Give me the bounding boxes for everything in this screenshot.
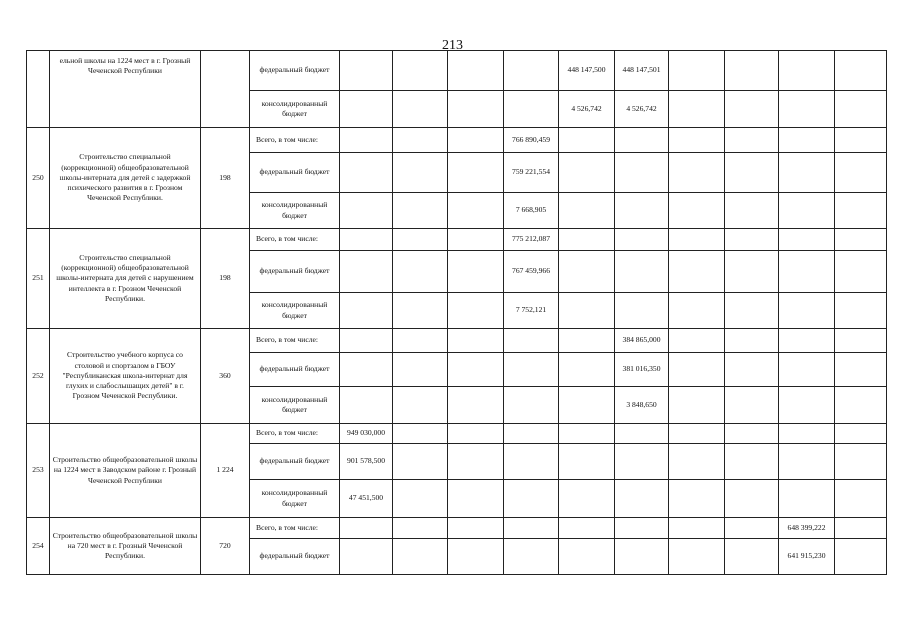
amount-cell — [725, 387, 779, 424]
amount-cell — [504, 329, 559, 353]
amount-cell — [559, 153, 615, 193]
amount-cell — [725, 329, 779, 353]
amount-cell — [615, 424, 669, 444]
amount-cell — [448, 480, 504, 518]
amount-cell — [448, 353, 504, 387]
amount-cell: 7 752,121 — [504, 293, 559, 329]
amount-cell — [393, 193, 448, 229]
page-number: 213 — [442, 38, 463, 53]
amount-cell — [725, 480, 779, 518]
amount-cell — [504, 387, 559, 424]
amount-cell — [340, 153, 393, 193]
amount-cell — [835, 251, 887, 293]
amount-cell — [340, 387, 393, 424]
table-row — [27, 518, 887, 539]
amount-cell: 767 459,966 — [504, 251, 559, 293]
funding-source: федеральный бюджет — [250, 51, 340, 91]
object-number: 252 — [27, 329, 50, 424]
budget-table — [26, 50, 887, 575]
object-number: 250 — [27, 128, 50, 229]
amount-cell — [504, 51, 559, 91]
amount-cell — [448, 91, 504, 128]
amount-cell — [615, 153, 669, 193]
amount-cell — [448, 518, 504, 539]
amount-cell: 901 578,500 — [340, 444, 393, 480]
amount-cell — [340, 518, 393, 539]
amount-cell — [393, 329, 448, 353]
amount-cell — [669, 329, 725, 353]
amount-cell — [779, 480, 835, 518]
amount-cell — [559, 480, 615, 518]
amount-cell — [779, 444, 835, 480]
amount-cell — [615, 251, 669, 293]
funding-source: Всего, в том числе: — [250, 424, 340, 444]
amount-cell — [725, 51, 779, 91]
amount-cell — [448, 229, 504, 251]
funding-source: федеральный бюджет — [250, 539, 340, 575]
amount-cell — [559, 128, 615, 153]
amount-cell — [725, 91, 779, 128]
table-row — [27, 51, 887, 91]
amount-cell — [725, 229, 779, 251]
amount-cell — [559, 444, 615, 480]
amount-cell — [779, 329, 835, 353]
amount-cell — [340, 91, 393, 128]
object-name: Строительство общеобразовательной школы на 720 мест в г. Грозный Чеченской Республики. — [50, 518, 201, 575]
amount-cell — [340, 128, 393, 153]
amount-cell — [559, 518, 615, 539]
table-row — [27, 229, 887, 251]
amount-cell — [393, 387, 448, 424]
amount-cell — [669, 518, 725, 539]
amount-cell — [779, 293, 835, 329]
amount-cell — [340, 293, 393, 329]
amount-cell — [393, 539, 448, 575]
amount-cell: 766 890,459 — [504, 128, 559, 153]
amount-cell — [779, 153, 835, 193]
amount-cell — [669, 193, 725, 229]
funding-source: Всего, в том числе: — [250, 518, 340, 539]
object-capacity: 198 — [201, 128, 250, 229]
amount-cell — [779, 251, 835, 293]
amount-cell — [559, 387, 615, 424]
amount-cell — [393, 91, 448, 128]
amount-cell: 4 526,742 — [615, 91, 669, 128]
object-capacity — [201, 51, 250, 128]
amount-cell — [393, 51, 448, 91]
amount-cell — [835, 518, 887, 539]
amount-cell — [393, 444, 448, 480]
amount-cell — [779, 424, 835, 444]
amount-cell — [669, 251, 725, 293]
amount-cell — [779, 128, 835, 153]
amount-cell — [669, 480, 725, 518]
table-row — [27, 329, 887, 353]
amount-cell — [725, 518, 779, 539]
amount-cell — [835, 444, 887, 480]
table-row — [27, 424, 887, 444]
amount-cell — [504, 518, 559, 539]
amount-cell — [448, 51, 504, 91]
amount-cell — [779, 193, 835, 229]
amount-cell — [393, 480, 448, 518]
amount-cell — [504, 480, 559, 518]
amount-cell — [669, 387, 725, 424]
funding-source: федеральный бюджет — [250, 353, 340, 387]
amount-cell — [835, 51, 887, 91]
amount-cell — [615, 518, 669, 539]
funding-source: консолидированный бюджет — [250, 193, 340, 229]
object-number: 251 — [27, 229, 50, 329]
amount-cell — [835, 424, 887, 444]
amount-cell — [835, 353, 887, 387]
table-row — [27, 128, 887, 153]
amount-cell — [779, 51, 835, 91]
amount-cell — [559, 353, 615, 387]
object-capacity: 720 — [201, 518, 250, 575]
amount-cell — [504, 424, 559, 444]
amount-cell — [725, 353, 779, 387]
funding-source: Всего, в том числе: — [250, 128, 340, 153]
amount-cell: 641 915,230 — [779, 539, 835, 575]
amount-cell — [448, 251, 504, 293]
amount-cell — [448, 193, 504, 229]
amount-cell — [448, 539, 504, 575]
amount-cell — [393, 518, 448, 539]
funding-source: консолидированный бюджет — [250, 91, 340, 128]
amount-cell — [835, 128, 887, 153]
amount-cell — [448, 444, 504, 480]
amount-cell — [835, 293, 887, 329]
amount-cell — [615, 293, 669, 329]
amount-cell — [725, 128, 779, 153]
amount-cell — [669, 153, 725, 193]
amount-cell — [669, 353, 725, 387]
amount-cell — [779, 353, 835, 387]
amount-cell — [725, 424, 779, 444]
amount-cell — [835, 387, 887, 424]
amount-cell — [393, 424, 448, 444]
amount-cell — [615, 444, 669, 480]
amount-cell — [669, 229, 725, 251]
amount-cell — [669, 293, 725, 329]
object-capacity: 360 — [201, 329, 250, 424]
amount-cell — [448, 128, 504, 153]
amount-cell — [448, 329, 504, 353]
amount-cell: 775 212,087 — [504, 229, 559, 251]
amount-cell — [835, 329, 887, 353]
amount-cell — [559, 424, 615, 444]
amount-cell — [835, 229, 887, 251]
funding-source: федеральный бюджет — [250, 444, 340, 480]
amount-cell — [393, 229, 448, 251]
amount-cell: 7 668,905 — [504, 193, 559, 229]
amount-cell — [669, 539, 725, 575]
amount-cell — [340, 193, 393, 229]
amount-cell — [393, 128, 448, 153]
amount-cell — [835, 480, 887, 518]
amount-cell — [448, 293, 504, 329]
amount-cell: 381 016,350 — [615, 353, 669, 387]
amount-cell — [725, 153, 779, 193]
object-number: 253 — [27, 424, 50, 518]
funding-source: федеральный бюджет — [250, 251, 340, 293]
amount-cell — [448, 424, 504, 444]
amount-cell — [779, 91, 835, 128]
amount-cell — [835, 539, 887, 575]
amount-cell — [393, 293, 448, 329]
funding-source: консолидированный бюджет — [250, 387, 340, 424]
amount-cell: 448 147,501 — [615, 51, 669, 91]
amount-cell — [340, 329, 393, 353]
amount-cell — [559, 251, 615, 293]
amount-cell — [615, 128, 669, 153]
amount-cell — [669, 444, 725, 480]
amount-cell — [725, 251, 779, 293]
amount-cell — [559, 329, 615, 353]
amount-cell — [504, 353, 559, 387]
amount-cell: 47 451,500 — [340, 480, 393, 518]
amount-cell — [448, 387, 504, 424]
object-name: Строительство специальной (коррекционной) общеобразовательной школы-интерната для детей с нарушением интеллекта в г. Грозном Чеченской Республики. — [50, 229, 201, 329]
amount-cell — [669, 128, 725, 153]
amount-cell — [835, 91, 887, 128]
amount-cell — [669, 51, 725, 91]
amount-cell — [835, 153, 887, 193]
amount-cell — [393, 153, 448, 193]
amount-cell — [615, 193, 669, 229]
object-name: Строительство общеобразовательной школы на 1224 мест в Заводском районе г. Грозный Чеченской Республики — [50, 424, 201, 518]
amount-cell — [559, 229, 615, 251]
amount-cell — [559, 293, 615, 329]
amount-cell: 448 147,500 — [559, 51, 615, 91]
funding-source: Всего, в том числе: — [250, 229, 340, 251]
amount-cell — [725, 539, 779, 575]
amount-cell — [669, 91, 725, 128]
amount-cell — [559, 193, 615, 229]
amount-cell — [393, 353, 448, 387]
amount-cell — [669, 424, 725, 444]
amount-cell — [615, 539, 669, 575]
amount-cell: 949 030,000 — [340, 424, 393, 444]
object-number: 254 — [27, 518, 50, 575]
amount-cell — [504, 91, 559, 128]
amount-cell — [340, 251, 393, 293]
amount-cell — [615, 229, 669, 251]
funding-source: консолидированный бюджет — [250, 480, 340, 518]
amount-cell — [725, 293, 779, 329]
amount-cell: 4 526,742 — [559, 91, 615, 128]
amount-cell: 759 221,554 — [504, 153, 559, 193]
amount-cell — [779, 387, 835, 424]
amount-cell — [559, 539, 615, 575]
funding-source: федеральный бюджет — [250, 153, 340, 193]
amount-cell — [615, 480, 669, 518]
funding-source: Всего, в том числе: — [250, 329, 340, 353]
amount-cell: 384 865,000 — [615, 329, 669, 353]
amount-cell — [393, 251, 448, 293]
amount-cell — [725, 193, 779, 229]
object-name: Строительство специальной (коррекционной) общеобразовательной школы-интерната для детей с задержкой психического развития в г. Грозном Чеченской Республики. — [50, 128, 201, 229]
object-capacity: 1 224 — [201, 424, 250, 518]
amount-cell — [725, 444, 779, 480]
object-name: Строительство учебного корпуса со столовой и спортзалом в ГБОУ "Республиканская школа-интернат для глухих и слабослышащих детей" в г. Грозном Чеченской Республики. — [50, 329, 201, 424]
object-name: ельной школы на 1224 мест в г. Грозный Чеченской Республики — [50, 51, 201, 128]
amount-cell — [340, 539, 393, 575]
amount-cell — [340, 353, 393, 387]
amount-cell — [340, 51, 393, 91]
object-capacity: 198 — [201, 229, 250, 329]
amount-cell — [448, 153, 504, 193]
amount-cell — [340, 229, 393, 251]
amount-cell — [835, 193, 887, 229]
amount-cell — [504, 444, 559, 480]
amount-cell: 648 399,222 — [779, 518, 835, 539]
amount-cell: 3 848,650 — [615, 387, 669, 424]
amount-cell — [504, 539, 559, 575]
funding-source: консолидированный бюджет — [250, 293, 340, 329]
amount-cell — [779, 229, 835, 251]
object-number — [27, 51, 50, 128]
